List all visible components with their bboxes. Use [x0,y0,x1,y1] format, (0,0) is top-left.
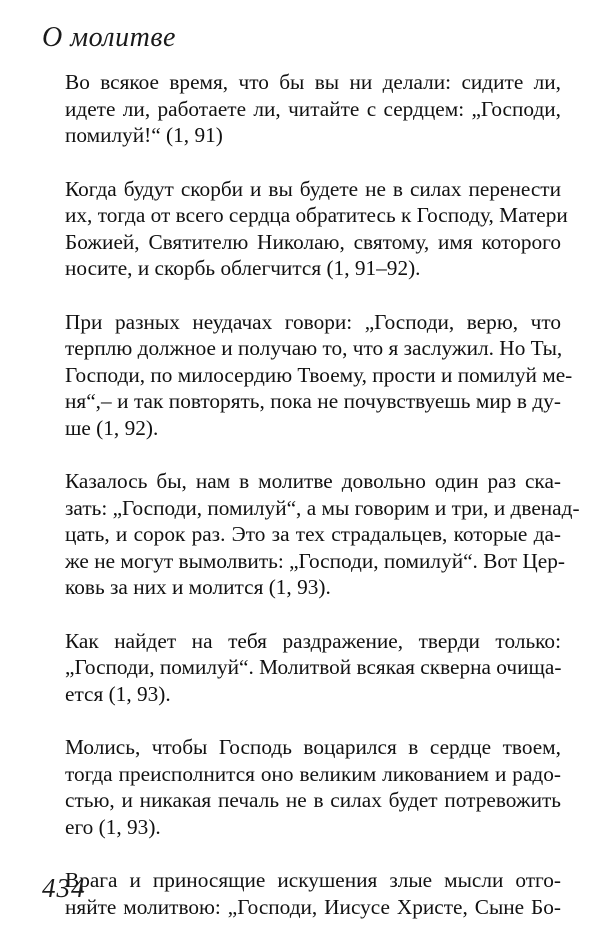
text-line: Казалось бы, нам в молитве довольно один раз ска- [65,469,561,493]
text-line: Во всякое время, что бы вы ни делали: сидите ли, [65,70,561,94]
text-line: ковь за них и молится (1, 93). [65,575,331,599]
text-line: ется (1, 93). [65,681,171,706]
paragraph-6 [65,734,561,840]
text-line: идете ли, работаете ли, читайте с сердцем: „Господи, [65,96,561,121]
paragraph-5 [65,628,561,708]
text-line: При разных неудачах говори: „Господи, верю, что [65,309,561,334]
page-number: 434 [42,873,86,903]
text-line: Господи, по милосердию Твоему, прости и помилуй ме- [65,362,573,387]
paragraph-2 [65,176,568,282]
text-line: их, тогда от всего сердца обратитесь к Господу, Матери [65,203,568,227]
text-line: „Господи, помилуй“. Молитвой всякая скверна очища- [65,655,562,679]
text-line: зать: „Господи, помилуй“, а мы говорим и три, и двенад- [65,495,580,520]
text-line: тогда преисполнится оно великим ликованием и радо- [65,761,561,786]
text-line: терплю должное и получаю то, что я заслужил. Но Ты, [65,336,563,360]
text-line: Врага и приносящие искушения злые мысли отго- [65,868,561,892]
text-line: стью, и никакая печаль не в силах будет потревожить [65,788,561,812]
text-line: Когда будут скорби и вы будете не в силах перенести [65,176,561,201]
text-line: Как найдет на тебя раздражение, тверди только: [65,628,561,653]
text-line: Божией, Святителю Николаю, святому, имя которого [65,229,561,254]
text-line: Молись, чтобы Господь воцарился в сердце твоем, [65,735,561,759]
text-line: няйте молитвою: „Господи, Иисусе Христе, Сыне Бо- [65,894,561,919]
paragraph-7 [65,867,561,920]
body-text [65,69,580,947]
paragraph-4 [65,468,580,601]
text-line: помилуй!“ (1, 91) [65,123,223,147]
text-line: цать, и сорок раз. Это за тех страдальцев, которые да- [65,522,561,546]
running-head: О молитве [42,22,176,53]
text-line: носите, и скорбь облегчится (1, 91–92). [65,256,421,280]
paragraph-3 [65,309,573,442]
text-line: же не могут вымолвить: „Господи, помилуй“. Вот Цер- [65,548,565,573]
text-line: ня“,– и так повторять, пока не почувствуешь мир в ду- [65,389,561,413]
text-line: ше (1, 92). [65,415,159,440]
text-line: его (1, 93). [65,814,161,839]
paragraph-1 [65,69,561,149]
